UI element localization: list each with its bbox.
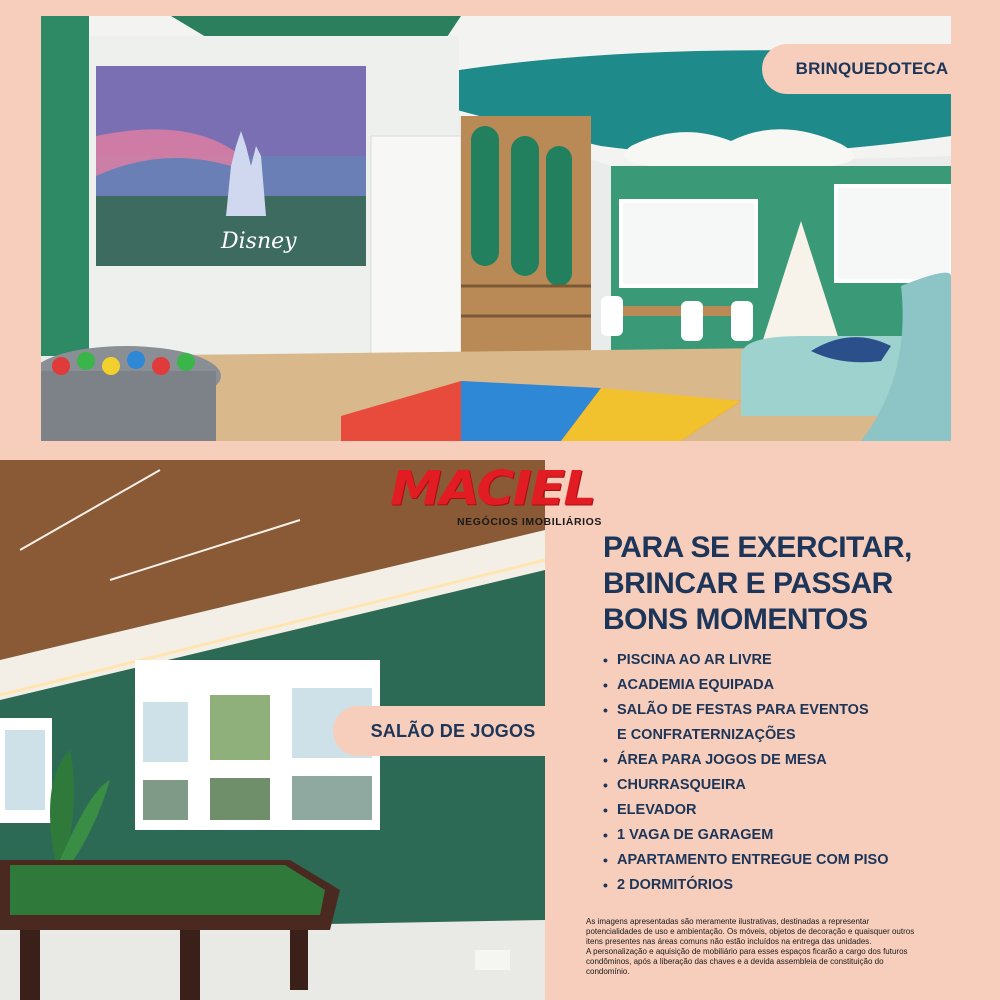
headline-line: BRINCAR E PASSAR — [603, 567, 893, 600]
list-item: • SALÃO DE FESTAS PARA EVENTOS E CONFRATERNIZAÇÕES — [603, 698, 993, 748]
bullet-icon: • — [603, 852, 608, 868]
disclaimer-line: condôminos, após a liberação das chaves e a devida assembleia de constituição do — [586, 957, 884, 966]
list-item: • ÁREA PARA JOGOS DE MESA — [603, 748, 993, 773]
list-item: • ACADEMIA EQUIPADA — [603, 673, 993, 698]
disclaimer-line: As imagens apresentadas são meramente ilustrativas, destinadas a representar — [586, 917, 870, 926]
bullet-icon: • — [603, 677, 608, 693]
list-item: • CHURRASQUEIRA — [603, 773, 993, 798]
bullet-icon: • — [603, 877, 608, 893]
headline-line: PARA SE EXERCITAR, — [603, 531, 912, 564]
list-item: • ELEVADOR — [603, 798, 993, 823]
maciel-logo — [390, 462, 640, 536]
logo-wordmark: MACIEL — [390, 462, 595, 517]
brinquedoteca-label: BRINQUEDOTECA — [762, 44, 982, 94]
headline-line: BONS MOMENTOS — [603, 603, 868, 636]
disclaimer-line: condomínio. — [586, 967, 630, 976]
list-item: • 1 VAGA DE GARAGEM — [603, 823, 993, 848]
bullet-icon: • — [603, 802, 608, 818]
disney-screen-text: Disney — [221, 229, 297, 254]
disclaimer-line: A personalização e aquisição de mobiliário para esses espaços ficarão a cargo dos futuros — [586, 947, 908, 956]
features-list — [603, 648, 993, 898]
bullet-icon: • — [603, 702, 608, 718]
logo-tagline: NEGÓCIOS IMOBILIÁRIOS — [457, 516, 603, 528]
bullet-icon: • — [603, 827, 608, 843]
salao-de-jogos-label: SALÃO DE JOGOS — [333, 706, 573, 756]
bullet-icon: • — [603, 752, 608, 768]
list-item: • PISCINA AO AR LIVRE — [603, 648, 993, 673]
disclaimer — [586, 917, 986, 977]
disclaimer-line: itens presentes nas áreas comuns não estão incluídos na entrega das unidades. — [586, 937, 872, 946]
headline — [603, 530, 993, 638]
bullet-icon: • — [603, 652, 608, 668]
list-item: • 2 DORMITÓRIOS — [603, 873, 993, 898]
list-item: • APARTAMENTO ENTREGUE COM PISO — [603, 848, 993, 873]
disclaimer-line: potencialidades de uso e ambientação. Os móveis, objetos de decoração e quaisquer outros — [586, 927, 915, 936]
bullet-icon: • — [603, 777, 608, 793]
